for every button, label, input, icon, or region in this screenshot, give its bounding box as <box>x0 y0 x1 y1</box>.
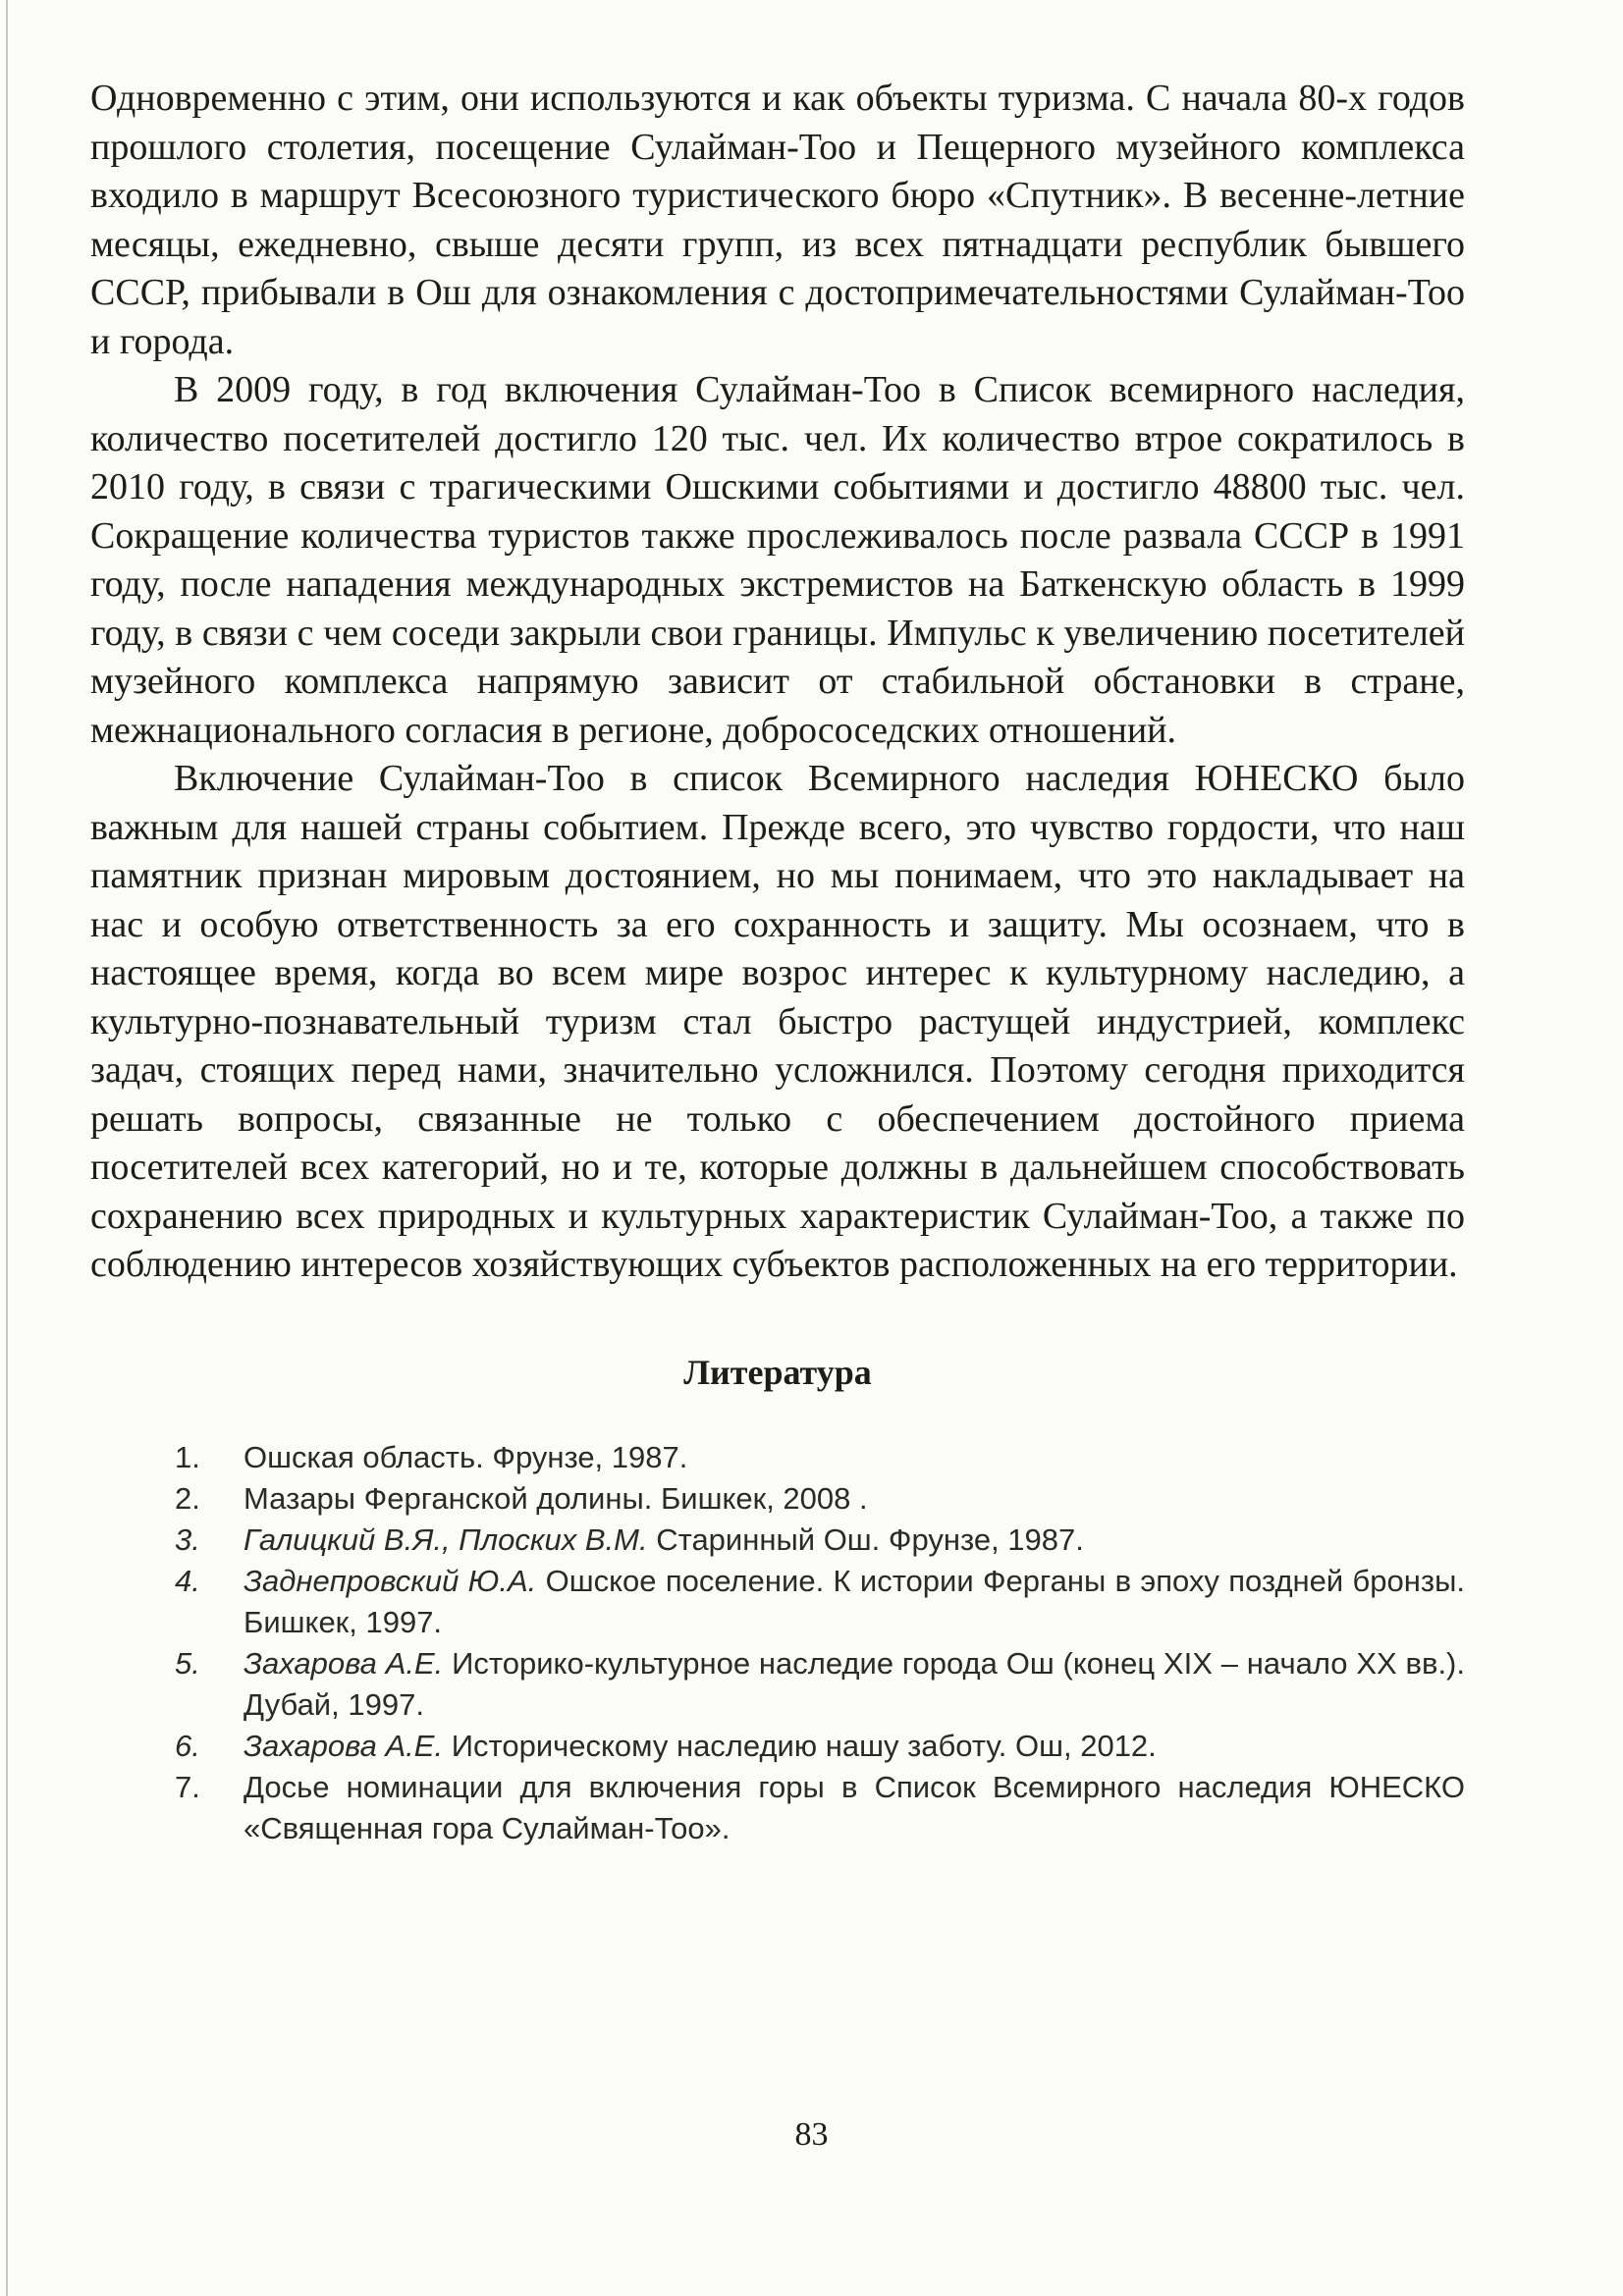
reference-text: Старинный Ош. Фрунзе, 1987. <box>656 1522 1084 1557</box>
reference-item <box>175 1561 1465 1643</box>
page-body <box>90 75 1465 1849</box>
reference-number: 6. <box>175 1728 200 1763</box>
reference-number: 7. <box>175 1769 200 1804</box>
reference-author: Галицкий В.Я., Плоских В.М. <box>243 1522 648 1557</box>
reference-author: Заднепровский Ю.А. <box>243 1563 537 1598</box>
reference-number: 5. <box>175 1645 200 1681</box>
page-number: 83 <box>794 2116 829 2153</box>
reference-item <box>175 1767 1465 1849</box>
reference-number: 3. <box>175 1522 200 1557</box>
reference-item <box>175 1478 1465 1520</box>
references-list <box>90 1437 1465 1849</box>
paragraph-3: Включение Сулайман-Тоо в список Всемирного наследия ЮНЕСКО было важным для нашей страны событием. Прежде всего, это чувство гордости, что наш памятник признан мировым достоянием, но мы понимаем, что это накладывает на нас и особую ответственность за его сохранность и защиту. Мы осознаем, что в настоящее время, когда во всем мире возрос интерес к культурному наследию, а культурно-познавательный туризм стал быстро растущей индустрией, комплекс задач, стоящих перед нами, значительно усложнился. Поэтому сегодня приходится решать вопросы, связанные не только с обеспечением достойного приема посетителей всех категорий, но и те, которые должны в дальнейшем способствовать сохранению всех природных и культурных характеристик Сулайман-Тоо, а также по соблюдению интересов хозяйствующих субъектов расположенных на его территории. <box>90 758 1465 1285</box>
references-heading: Литература <box>683 1352 872 1392</box>
reference-text: Досье номинации для включения горы в Список Всемирного наследия ЮНЕСКО «Священная гора Сулайман-Тоо». <box>243 1769 1465 1845</box>
page-edge <box>6 0 8 2296</box>
reference-text: Историко-культурное наследие города Ош (конец XIX – начало XX вв.). Дубай, 1997. <box>243 1645 1465 1722</box>
paragraph-2: В 2009 году, в год включения Сулайман-Тоо в Список всемирного наследия, количество посетителей достигло 120 тыс. чел. Их количество втрое сократилось в 2010 году, в связи с трагическими Ошскими событиями и достигло 48800 тыс. чел. Сокращение количества туристов также прослеживалось после развала СССР в 1991 году, после нападения международных экстремистов на Баткенскую область в 1999 году, в связи с чем соседи закрыли свои границы. Импульс к увеличению посетителей музейного комплекса напрямую зависит от стабильной обстановки в стране, межнационального согласия в регионе, добрососедских отношений. <box>90 369 1465 751</box>
paragraph-1: Одновременно с этим, они используются и как объекты туризма. С начала 80-х годов прошлого столетия, посещение Сулайман-Тоо и Пещерного музейного комплекса входило в маршрут Всесоюзного туристического бюро «Спутник». В весенне-летние месяцы, ежедневно, свыше десяти групп, из всех пятнадцати республик бывшего СССР, прибывали в Ош для ознакомления с достопримечательностями Сулайман-Тоо и города. <box>90 78 1465 362</box>
reference-text: Ошское поселение. К истории Ферганы в эпоху поздней бронзы. Бишкек, 1997. <box>243 1563 1465 1639</box>
reference-item <box>175 1726 1465 1767</box>
reference-number: 2. <box>175 1480 200 1516</box>
reference-number: 1. <box>175 1439 200 1474</box>
reference-text: Мазары Ферганской долины. Бишкек, 2008 . <box>243 1480 868 1516</box>
reference-number: 4. <box>175 1563 200 1598</box>
reference-author: Захарова А.Е. <box>243 1645 444 1681</box>
reference-author: Захарова А.Е. <box>243 1728 444 1763</box>
reference-text: Ошская область. Фрунзе, 1987. <box>243 1439 688 1474</box>
reference-item <box>175 1520 1465 1561</box>
reference-text: Историческому наследию нашу заботу. Ош, 2012. <box>451 1728 1157 1763</box>
reference-item <box>175 1643 1465 1726</box>
reference-item <box>175 1437 1465 1478</box>
